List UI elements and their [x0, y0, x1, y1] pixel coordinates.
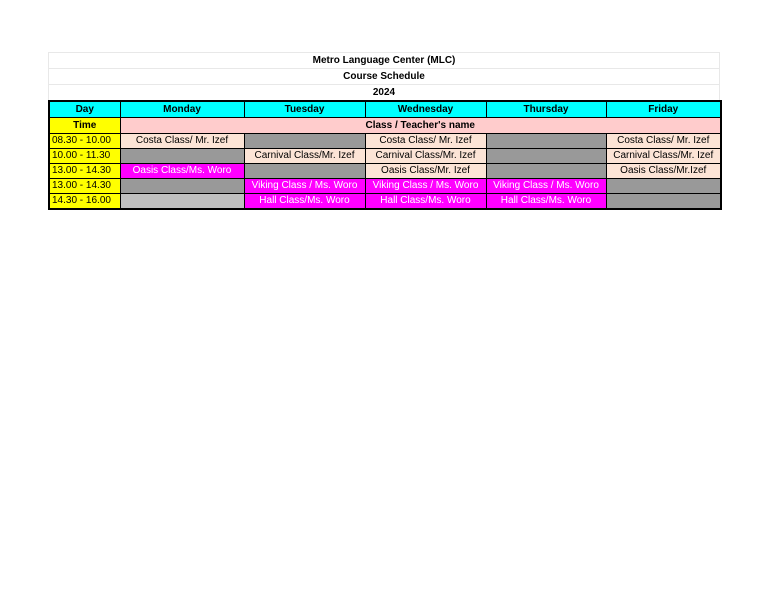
schedule-cell — [244, 134, 365, 149]
table-row — [49, 179, 721, 194]
schedule-cell: Carnival Class/Mr. Izef — [365, 149, 486, 164]
time-cell: 10.00 - 11.30 — [49, 149, 120, 164]
schedule-year: 2024 — [48, 84, 720, 100]
schedule-cell: Costa Class/ Mr. Izef — [365, 134, 486, 149]
schedule-cell: Viking Class / Ms. Woro — [486, 179, 606, 194]
subheader-row — [49, 118, 721, 134]
schedule-body — [49, 134, 721, 210]
table-row — [49, 194, 721, 210]
schedule-cell: Hall Class/Ms. Woro — [486, 194, 606, 210]
time-cell: 14.30 - 16.00 — [49, 194, 120, 210]
time-cell: 08.30 - 10.00 — [49, 134, 120, 149]
schedule-table — [48, 100, 722, 210]
column-header-thursday: Thursday — [486, 101, 606, 118]
schedule-cell: Costa Class/ Mr. Izef — [606, 134, 721, 149]
schedule-cell: Oasis Class/Ms. Woro — [120, 164, 244, 179]
schedule-cell: Viking Class / Ms. Woro — [244, 179, 365, 194]
schedule-cell — [606, 194, 721, 210]
schedule-cell: Hall Class/Ms. Woro — [244, 194, 365, 210]
column-header-tuesday: Tuesday — [244, 101, 365, 118]
table-row — [49, 164, 721, 179]
schedule-cell: Oasis Class/Mr. Izef — [365, 164, 486, 179]
schedule-cell — [120, 194, 244, 210]
time-cell: 13.00 - 14.30 — [49, 179, 120, 194]
time-cell: 13.00 - 14.30 — [49, 164, 120, 179]
org-title: Metro Language Center (MLC) — [48, 52, 720, 68]
column-header-monday: Monday — [120, 101, 244, 118]
schedule-cell — [486, 164, 606, 179]
schedule-cell: Carnival Class/Mr. Izef — [606, 149, 721, 164]
schedule-cell — [120, 179, 244, 194]
schedule-cell: Viking Class / Ms. Woro — [365, 179, 486, 194]
schedule-sheet — [48, 52, 720, 210]
schedule-title: Course Schedule — [48, 68, 720, 84]
schedule-cell — [120, 149, 244, 164]
day-header-row — [49, 101, 721, 118]
schedule-cell: Carnival Class/Mr. Izef — [244, 149, 365, 164]
schedule-cell — [486, 149, 606, 164]
column-header-friday: Friday — [606, 101, 721, 118]
time-header: Time — [49, 118, 120, 134]
column-header-wednesday: Wednesday — [365, 101, 486, 118]
table-row — [49, 149, 721, 164]
schedule-cell — [244, 164, 365, 179]
schedule-cell: Costa Class/ Mr. Izef — [120, 134, 244, 149]
schedule-cell: Oasis Class/Mr.Izef — [606, 164, 721, 179]
schedule-cell — [606, 179, 721, 194]
schedule-cell — [486, 134, 606, 149]
class-teacher-header: Class / Teacher's name — [120, 118, 721, 134]
table-row — [49, 134, 721, 149]
column-header-day: Day — [49, 101, 120, 118]
schedule-cell: Hall Class/Ms. Woro — [365, 194, 486, 210]
